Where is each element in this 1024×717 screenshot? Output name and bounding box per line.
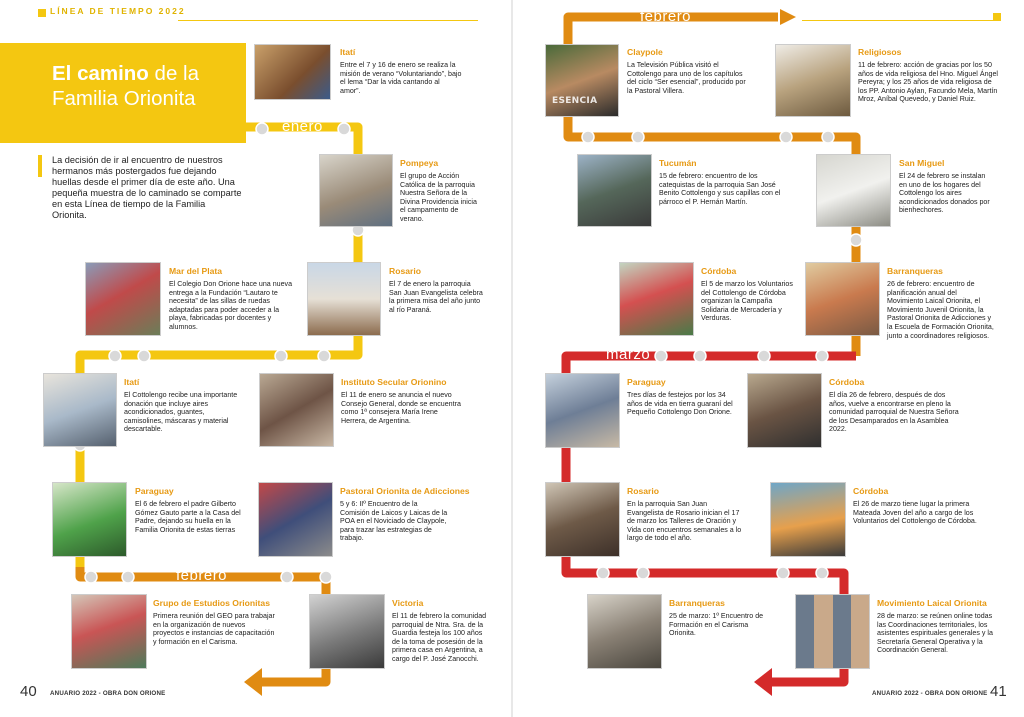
entry-text: En la parroquia San Juan Evangelista de Rosario inician el 17 de marzo los Talleres de Oración y Vida con encuentros semanales a lo largo de todo el año. xyxy=(627,500,742,543)
entry-photo xyxy=(85,262,161,336)
footer-right: ANUARIO 2022 - OBRA DON ORIONE xyxy=(872,690,988,697)
entry-title: Grupo de Estudios Orionitas xyxy=(153,598,270,608)
entry-title: Mar del Plata xyxy=(169,266,223,276)
entry-title: Itatí xyxy=(340,47,356,57)
entry-text: El grupo de Acción Católica de la parroquia Nuestra Señora de la Divina Providencia inicia el campamento de verano. xyxy=(400,172,477,223)
entry-text: El 24 de febrero se instalan en uno de los hogares del Cottolengo los aires acondicionados donados por bienhechores. xyxy=(899,172,990,215)
header-marker-right xyxy=(993,13,1001,21)
entry-text: 15 de febrero: encuentro de los catequistas de la parroquia San José Benito Cottolengo y sus capillas con el párroco el P. Hernán Martín. xyxy=(659,172,781,206)
entry-text: El 6 de febrero el padre Gilberto Gómez Gauto parte a la Casa del Padre, dejando su huella en la Familia Orionita de estas tierras xyxy=(135,500,241,534)
entry-photo xyxy=(545,44,619,117)
entry-title: Claypole xyxy=(627,47,663,57)
entry-text: 5 y 6: IIº Encuentro de la Comisión de Laicos y Laicas de la POA en el Noviciado de Claypole, para trazar las estrategias de trabajo. xyxy=(340,500,448,543)
header-rule-right xyxy=(802,20,994,21)
entry-photo xyxy=(254,44,331,100)
entry-text: El 26 de marzo tiene lugar la primera Mateada Joven del año a cargo de los Voluntarios del Cottolengo de Córdoba. xyxy=(853,500,977,526)
entry-text: El Cottolengo recibe una importante donación que incluye aires acondicionados, guantes, camisolines, máscaras y material descartable. xyxy=(124,391,238,434)
page-number-right: 41 xyxy=(990,683,1007,700)
entry-text: 28 de marzo: se reúnen online todas las Coordinaciones territoriales, los asistentes espirituales generales y la Secretaría General Operativa y la Coordinación General. xyxy=(877,612,993,655)
entry-photo xyxy=(319,154,393,227)
entry-title: Religiosos xyxy=(858,47,902,57)
entry-text: Entre el 7 y 16 de enero se realiza la misión de verano “Voluntariando”, bajo el lema “Dar la vida cantando al amor”. xyxy=(340,61,462,95)
header-marker xyxy=(38,9,46,17)
entry-photo xyxy=(795,594,870,669)
entry-title: Instituto Secular Orionino xyxy=(341,377,447,387)
page-gutter xyxy=(511,0,513,717)
footer-left: ANUARIO 2022 - OBRA DON ORIONE xyxy=(50,690,166,697)
entry-text: La Televisión Pública visitó el Cottolengo para uno de los capítulos del ciclo “Ser esencial”, producido por la Pastoral Villera. xyxy=(627,61,746,95)
entry-photo xyxy=(545,482,620,557)
entry-photo xyxy=(52,482,127,557)
intro-paragraph: La decisión de ir al encuentro de nuestros hermanos más postergados fue dejando huellas desde el primer día de este año. Una pequeña muestra de lo caminado se comparte en esta Línea de tiempo de la Familia Orionita. xyxy=(52,155,242,220)
entry-title: Rosario xyxy=(389,266,421,276)
entry-title: Barranqueras xyxy=(669,598,725,608)
month-label-enero: enero xyxy=(282,118,323,135)
entry-photo xyxy=(587,594,662,669)
entry-text: El 7 de enero la parroquia San Juan Evangelista celebra la primera misa del año junto al río Paraná. xyxy=(389,280,483,314)
photo-caption: ESENCIA xyxy=(552,96,598,106)
entry-photo xyxy=(258,482,333,557)
entry-title: Itatí xyxy=(124,377,140,387)
entry-title: San Miguel xyxy=(899,158,945,168)
entry-title: Pompeya xyxy=(400,158,439,168)
entry-photo xyxy=(71,594,147,669)
section-header: LÍNEA DE TIEMPO 2022 xyxy=(50,6,186,16)
entry-title: Movimiento Laical Orionita xyxy=(877,598,987,608)
page-number-left: 40 xyxy=(20,683,37,700)
entry-photo xyxy=(545,373,620,448)
entry-title: Córdoba xyxy=(829,377,865,387)
entry-photo xyxy=(259,373,334,447)
entry-title: Rosario xyxy=(627,486,659,496)
entry-text: 26 de febrero: encuentro de planificación anual del Movimiento Laical Orionita, el Movimiento Juvenil Orionita, la Pastoral Orionita de Adicciones y la Escuela de Formación Orionita, junto a coordinadores religiosos. xyxy=(887,280,994,340)
entry-text: El día 26 de febrero, después de dos años, vuelve a encontrarse en pleno la comunidad parroquial de Nuestra Señora de los Desamparados en la Asamblea 2022. xyxy=(829,391,959,434)
entry-title: Paraguay xyxy=(627,377,666,387)
month-label-marzo: marzo xyxy=(606,346,651,363)
entry-title: Córdoba xyxy=(853,486,889,496)
entry-photo xyxy=(770,482,846,557)
entry-text: El 11 de febrero la comunidad parroquial de Ntra. Sra. de la Guardia festeja los 100 años de la toma de posesión de la primera casa en Argentina, a cargo del P. José Zanocchi. xyxy=(392,612,487,663)
entry-photo xyxy=(43,373,117,447)
entry-title: Barranqueras xyxy=(887,266,943,276)
intro-accent xyxy=(38,155,42,177)
entry-title: Victoria xyxy=(392,598,424,608)
entry-photo xyxy=(805,262,880,336)
entry-photo xyxy=(577,154,652,227)
entry-text: Tres días de festejos por los 34 años de vida en tierra guaraní del Pequeño Cottolengo Don Orione. xyxy=(627,391,733,417)
entry-photo xyxy=(619,262,694,336)
entry-text: Primera reunión del GEO para trabajar en la organización de nuevos proyectos e instancias de capacitación y formación en el Carisma. xyxy=(153,612,275,646)
entry-photo xyxy=(309,594,385,669)
entry-title: Paraguay xyxy=(135,486,174,496)
entry-photo xyxy=(775,44,851,117)
entry-photo xyxy=(747,373,822,448)
entry-text: El 5 de marzo los Voluntarios del Cottolengo de Córdoba organizan la Campaña Solidaria de Mercadería y Verduras. xyxy=(701,280,793,323)
page-title: El camino de la Familia Orionita xyxy=(52,62,199,110)
entry-text: 25 de marzo: 1º Encuentro de Formación en el Carisma Orionita. xyxy=(669,612,764,638)
month-label-febrero-right: febrero xyxy=(640,8,692,25)
header-rule xyxy=(178,20,478,21)
entry-title: Córdoba xyxy=(701,266,737,276)
month-label-febrero: febrero xyxy=(176,567,228,584)
entry-text: El Colegio Don Orione hace una nueva entrega a la Fundación “Lautaro te necesita” de las sillas de ruedas adaptadas para poder acceder a la playa, fabricadas por docentes y alumnos. xyxy=(169,280,293,331)
entry-text: El 11 de enero se anuncia el nuevo Consejo General, donde se encuentra como 1ª consejera María Irene Herrera, de Argentina. xyxy=(341,391,461,425)
entry-title: Tucumán xyxy=(659,158,697,168)
entry-photo xyxy=(307,262,381,336)
entry-text: 11 de febrero: acción de gracias por los 50 años de vida religiosa del Hno. Miguel Ángel Pereyra; y los 25 años de vida religiosa de los PP. Antonio Aylan, Facundo Mela, Martín Mroz, Aníbal Quevedo, y Daniel Ruiz. xyxy=(858,61,998,104)
entry-photo xyxy=(816,154,891,227)
entry-title: Pastoral Orionita de Adicciones xyxy=(340,486,470,496)
